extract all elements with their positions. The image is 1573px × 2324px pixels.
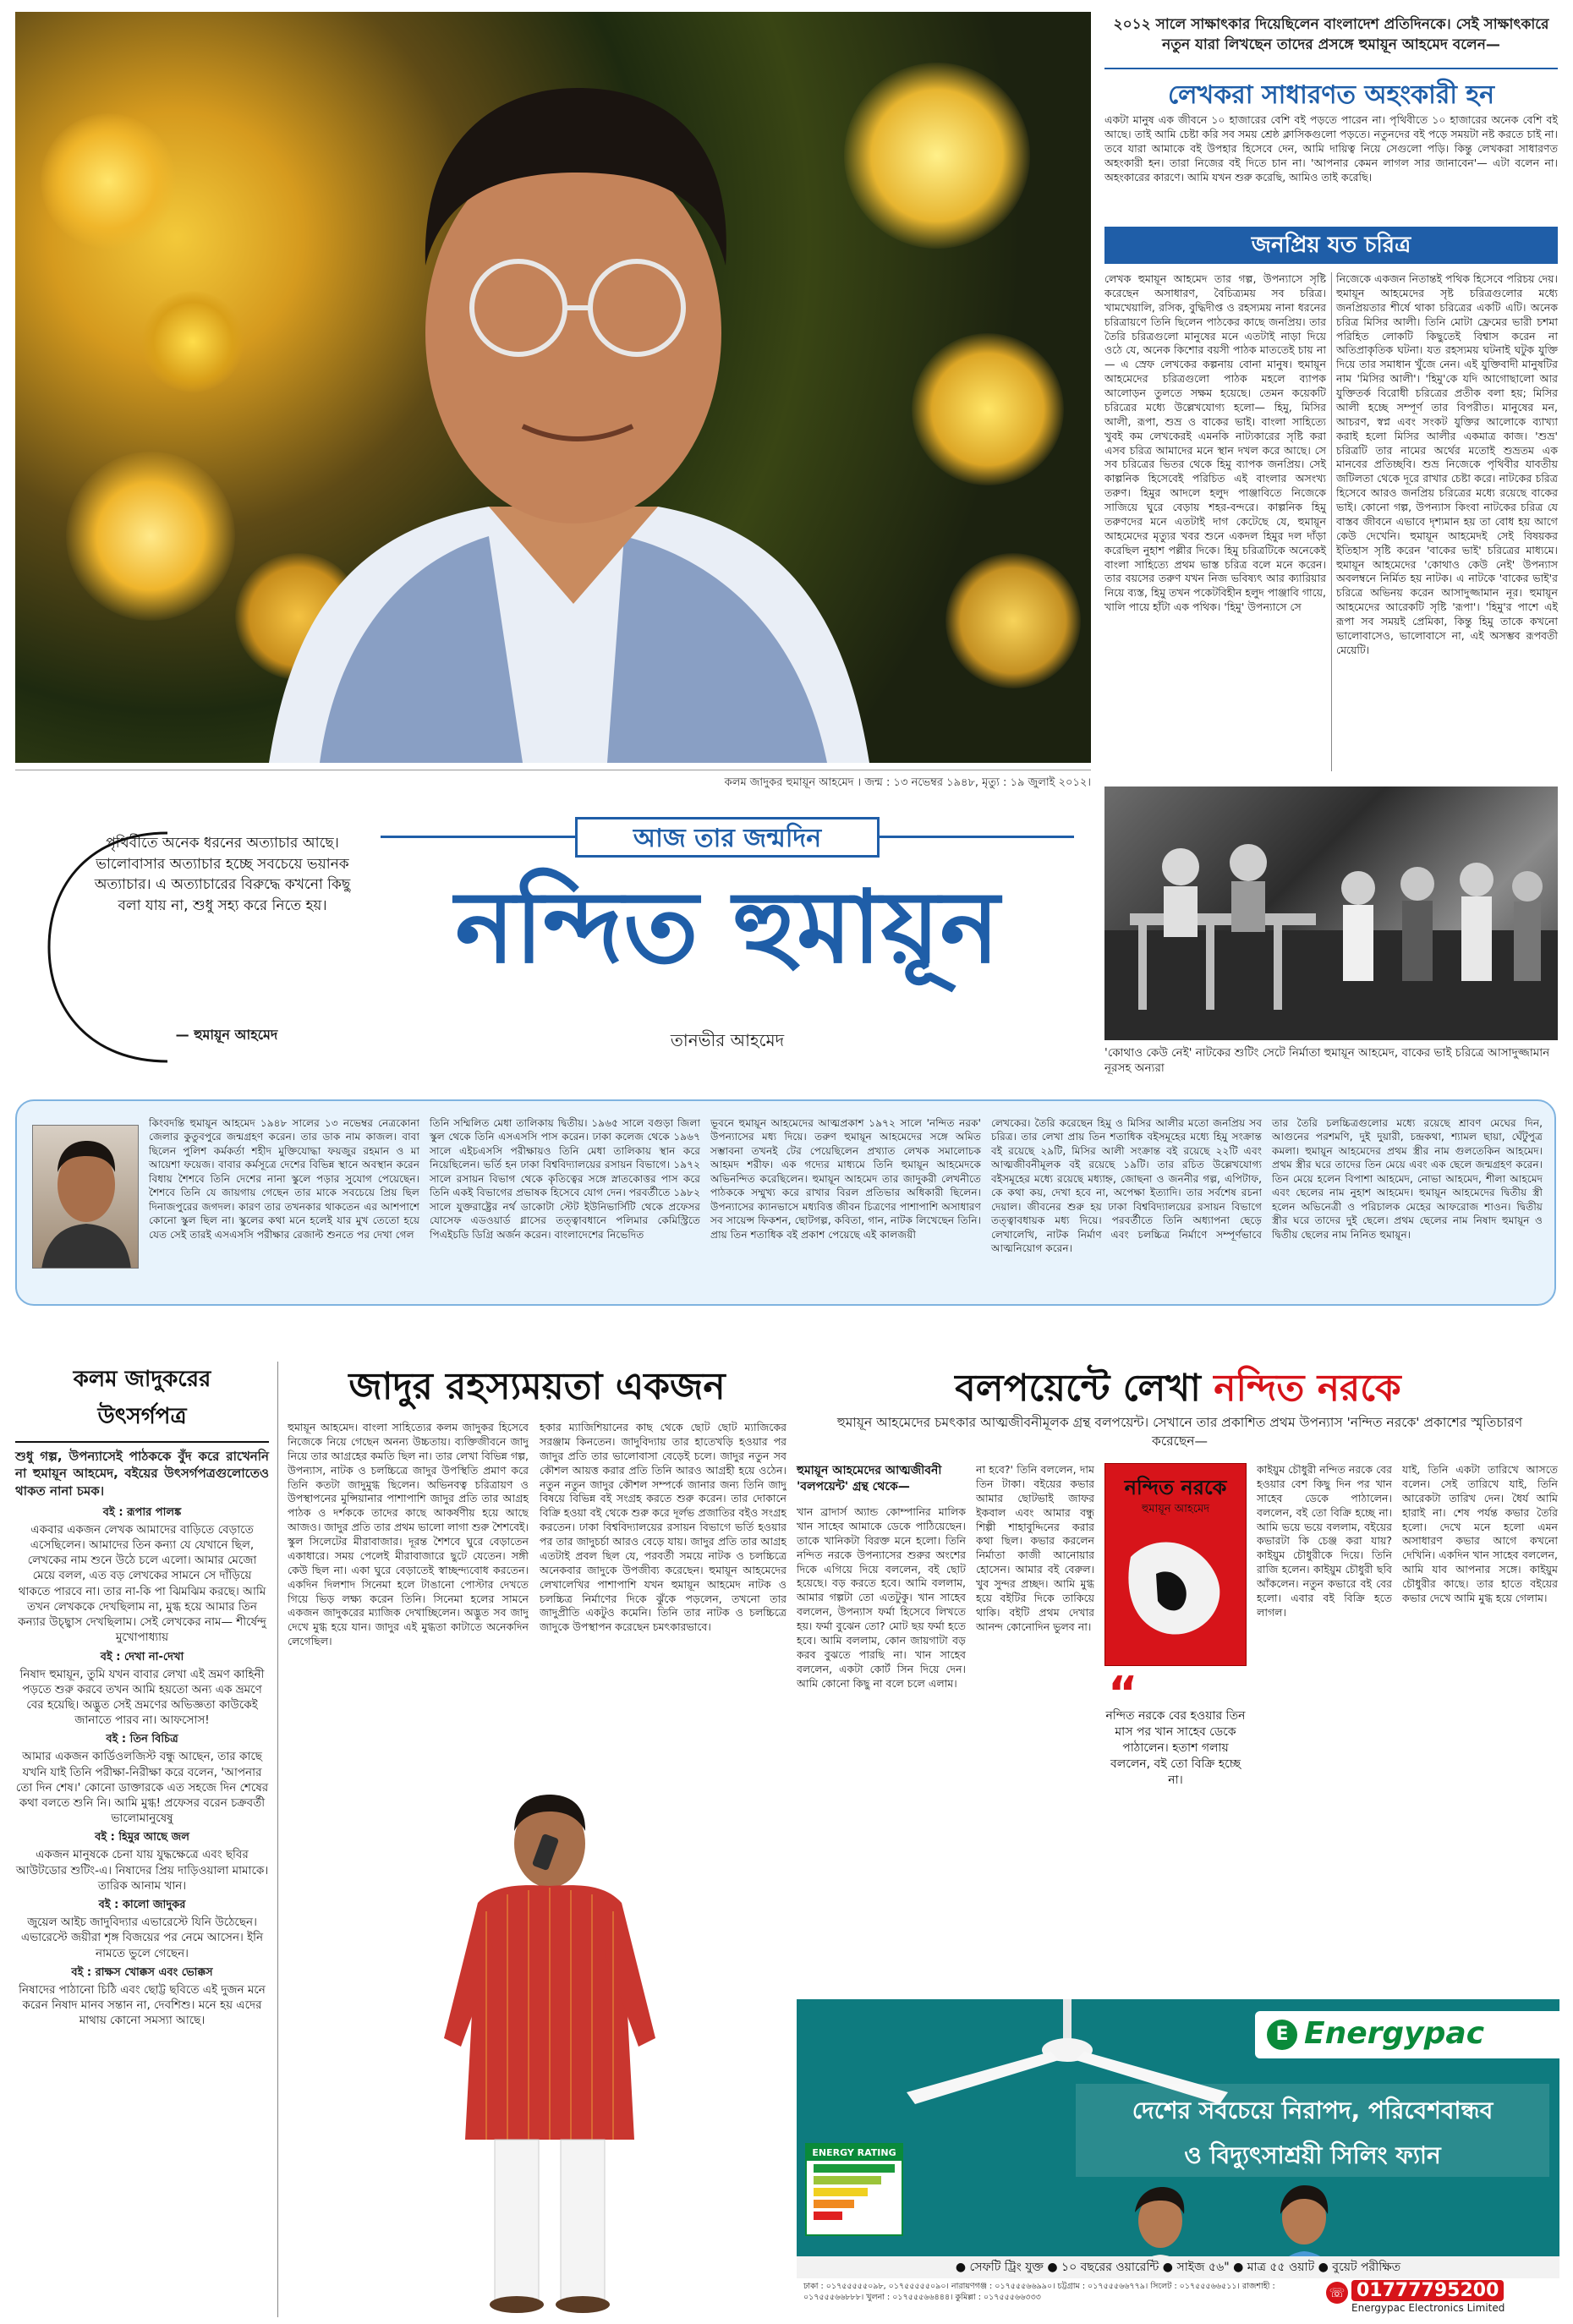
masthead-byline: তানভীর আহমেদ — [670, 1030, 785, 1050]
dedication-text: জুয়েল আইচ জাদুবিদ্যার এভারেস্টে যিনি উঠেছেন। এভারেস্টে জয়ীরা শৃঙ্গ বিজয়ের পর নেমে আসেন। ইনি নামতে ভুলে গেছেন। — [20, 1916, 264, 1960]
bio-col-3: ভূবনে হুমায়ূন আহমেদের আত্মপ্রকাশ ১৯৭২ সালে 'নন্দিত নরক' উপন্যাসের মধ্য দিয়ে। তরুণ হুমায়ূন আহমেদের সঙ্গে অমিত সম্ভাবনা তখনই টের পেয়েছিলেন প্রখ্যাত লেখক সমালোচক আহমদ শরীফ। এক গদ্যের মাধ্যমে তিনি হুমায়ূন আহমেদকে অভিনন্দিত করেছিলেন। হুমায়ূন আহমেদ তার জাদুকরী লেখনীতে পাঠককে সম্মুখ্য করে রাখার বিরল প্রতিভার অধিকারী ছিলেন। উপন্যাসের ক্যানভাসে মধ্যবিত্ত জীবন চিত্রণের পাশাপাশি অসাধারণ সব সায়েন্স ফিকশন, ছোটগল্প, কবিতা, গান, নাটক লিখেছেন তিনি। প্রায় তিন শতাধিক বই প্রকাশ পেয়েছে এই কালজয়ী — [710, 1117, 981, 1241]
dedication-item — [15, 1965, 269, 2029]
ad-brand: Energypac — [1304, 2016, 1485, 2051]
bio-col-5: তার তৈরি চলচ্চিত্রগুলোর মধ্যে রয়েছে শ্রাবণ মেঘের দিন, আগুনের পরশমণি, দুই দুয়ারী, চন্দ্রকথা, শ্যামল ছায়া, ঘেঁটুপুত্র কমলা। হুমায়ূন আহমেদের প্রথম স্ত্রীর নাম গুলতেকিন আহমেদ। প্রথম স্ত্রীর ঘরে তাদের তিন মেয়ে এবং এক ছেলে জন্মগ্রহণ করেন। তিন মেয়ে হলেন বিপাশা আহমেদ, নোভা আহমেদ, শীলা আহমেদ এবং ছেলের নাম নুহাশ আহমেদ। হুমায়ূন আহমেদের দ্বিতীয় স্ত্রী হলেন অভিনেত্রী ও পরিচালক মেহের আফরোজ শাওন। দ্বিতীয় স্ত্রীর ঘরে তাদের দুই ছেলে। প্রথম ছেলের নাম নিষাদ হুমায়ূন ও দ্বিতীয় ছেলের নাম নিনিত হুমায়ূন। — [1272, 1117, 1543, 1241]
dedication-text: একজন মানুষকে চেনা যায় যুদ্ধক্ষেত্রে এবং ছবির আউটডোর শুটিং-এ। নিষাদের প্রিয় দাড়িওয়ালা মামাকে। তারিক আনাম খান। — [15, 1848, 269, 1893]
dedication-text: একবার একজন লেখক আমাদের বাড়িতে বেড়াতে এসেছিলেন। আমাদের তিন কন্যা যে যেখানে ছিল, লেখকের নাম শুনে উঠে চলে এলো। আমার মেজো মেয়ে বলল, এত বড় লেখকের সামনে সে দাঁড়িয়ে থাকতে পারবে না। তার না-কি পা ঝিমঝিম করছে। আমি তখন লেখককে দেখছিলাম না, মুগ্ধ হয়ে আমার তিন কন্যার উচ্ছ্বাস দেখছিলাম। সেই লেখকের নাম— শীর্ষেন্দু মুখোপাধ্যায় — [18, 1522, 266, 1645]
book-cover-author: হুমায়ূন আহমেদ — [1141, 1503, 1210, 1516]
ad-contacts: ঢাকা : ০১৭৫৫৫৫৫০৯৮, ০১৭৫৫৫৫৫০৯০। নারায়ণগঞ্জ : ০১৭৫৫৫৬৬৯৯০। চট্টগ্রাম : ০১৭৫৫৫৬৬৭৭৯। সিলেট : ০১৭৫৫৫৬৬৫১১। রাজশাহী : ০১৭৫৫৫৬৬৮৮৮। খুলনা : ০১৭৫৫৫৬৬৪৪৪। কুমিল্লা : ০১৭৫৫৫৬৬৩৩৩ — [797, 2278, 1321, 2317]
shooting-photo — [1104, 787, 1558, 1040]
dedication-book: বই : রাক্ষস খোক্কস এবং ভোক্কস — [71, 1965, 213, 1979]
dedication-book: বই : দেখা না-দেখা — [100, 1650, 184, 1664]
interview-body: একটা মানুষ এক জীবনে ১০ হাজারের বেশি বই পড়তে পারেন না। পৃথিবীতে ১০ হাজারের অনেক বেশি বই আছে। তাই আমি চেষ্টা করি সব সময় শ্রেষ্ঠ ক্লাসিকগুলো পড়তে। নতুনদের বই পড়ে সময়টা নষ্ট করতে চাই না। তবে যারা আমাকে বই উপহার হিসেবে দেন, আমি দায়িত্ব নিয়ে সেগুলো পড়ি। কিন্তু লেখকরা সাধারণত অহংকারী হন। তারা নিজের বই দিতে চান না। 'আপনার কেমন লাগল সার জানাবেন'— এটা বলেন না। অহংকারের কারণে। আমি যখন শুরু করেছি, আমিও তাই করেছি। — [1104, 113, 1558, 184]
characters-col1: লেখক হুমায়ূন আহমেদ তার গল্প, উপন্যাসে সৃষ্টি করেছেন অসাধারণ, বৈচিত্র্যময় সব চরিত্র। খামখেয়ালি, রসিক, বুদ্ধিদীপ্ত ও রহস্যময় নানা ধরনের চরিত্রায়ণে তিনি ছিলেন পাঠকের কাছে জনপ্রিয়। তার তৈরি চরিত্রগুলো মানুষের মনে এতটাই নাড়া দিয়ে ওঠে যে, অনেক কিশোর বয়সী পাঠক মাততেই চায় না— এ স্রেফ লেখকের কল্পনায় বোনা মানুষ। হুমায়ূন আহমেদের চরিত্রগুলো পাঠক মহলে ব্যাপক আলোড়ন তুলতে সক্ষম হয়েছে। তেমন কয়েকটি চরিত্রের মধ্যে উল্লেখযোগ্য হলো— হিমু, মিসির আলী, রূপা, শুভ্র ও বাকের ভাই। বাংলা সাহিত্যে খুবই কম লেখকেরই এমনকি নাট্যকারের সৃষ্টি করা এসব চরিত্র আমাদের মনে স্থান দখল করে আছে। সে সব চরিত্রের ভিতর থেকে হিমু ব্যাপক জনপ্রিয়। সেই কাল্পনিক হিসেবেই পরিচিত এই বাংলার অসংখ্য তরুণ। হিমুর আদলে হলুদ পাঞ্জাবিতে নিজেকে সাজিয়ে ঘুরে বেড়ায় শহর-বন্দরে। কাল্পনিক হিমু তরুণদের মনে এতটাই দাগ কেটেছে যে, হুমায়ূন আহমেদের মৃত্যুর খবর শুনে একদল হিমুর দল দাঁড়া করেছিল নুহাশ পল্লীর দিকে। হিমু চরিত্রটিকে অনেকেই বাংলা সাহিত্যে প্রথম ভাস্ত চরিত্র বলে মনে করেন। তার বয়সের তরুণ যখন নিজ ভবিষ্যৎ আর ক্যারিয়ার নিয়ে ব্যস্ত, হিমু তখন পকেটবিহীন হলুদ পাঞ্জাবি গায়ে, খালি পায়ে হাঁটা এক পথিক। 'হিমু' উপন্যাসে সে — [1104, 272, 1326, 614]
bio-box — [15, 1099, 1556, 1306]
photo-caption: কলম জাদুকর হুমায়ূন আহমেদ । জন্ম : ১৩ নভেম্বর ১৯৪৮, মৃত্যু : ১৯ জুলাই ২০১২। — [724, 776, 1091, 789]
book-cover-art — [1105, 1523, 1246, 1658]
ad-headline-box — [1076, 2084, 1549, 2177]
dedication-book: বই : কালো জাদুকর — [98, 1899, 186, 1912]
shooting-photo-caption: 'কোথাও কেউ নেই' নাটকের শুটিং সেটে নির্মাতা হুমায়ূন আহমেদ, বাকের ভাই চরিত্রে আসাদুজ্জামান নূরসহ অন্যরা — [1104, 1046, 1550, 1076]
shooting-illustration — [1104, 787, 1558, 1040]
ad-features: ● সেফটি ট্রিং যুক্ত ● ১০ বছরের ওয়ারেন্টি ● সাইজ ৫৬" ● মাত্র ৫৫ ওয়াট ● বুয়েট পরীক্ষিত — [797, 2256, 1559, 2278]
rating-bar-5 — [814, 2212, 842, 2220]
rating-bar-4 — [814, 2200, 854, 2208]
dedication-book: বই : তিন বিচিত্র — [106, 1733, 178, 1746]
rating-bar-2 — [814, 2176, 881, 2184]
energypac-ad — [797, 1999, 1559, 2317]
dedications-section — [15, 1362, 269, 2317]
dedications-list — [15, 1505, 269, 2029]
dedications-rule — [15, 1441, 269, 1443]
portrait-illustration — [15, 12, 1091, 763]
ad-headline-2: ও বিদ্যুৎসাশ্রয়ী সিলিং ফ্যান — [1184, 2141, 1441, 2169]
energy-rating-badge — [805, 2143, 903, 2236]
quote-text: পৃথিবীতে অনেক ধরনের অত্যাচার আছে। ভালোবাসার অত্যাচার হচ্ছে সবচেয়ে ভয়ানক অত্যাচার। এ অত্যাচারের বিরুদ্ধে কখনো কিছু বলা যায় না, শুধু সহ্য করে নিতে হয়। — [94, 835, 351, 914]
energy-rating-label: ENERGY RATING — [807, 2145, 902, 2161]
masthead-title: নন্দিত হুমায়ূন — [455, 869, 1000, 985]
dedication-text: নিষাদের পাঠানো চিঠি এবং ছোট্ট ছবিতে এই দুজন মনে করেন নিষাদ মানব সন্তান না, দেবশিশু। মনে হয় এদের মাথায় কোনো সমস্যা আছে। — [19, 1982, 266, 2028]
masthead-kicker: আজ তার জন্মদিন — [575, 817, 880, 858]
ballpoint-pull-quote: নন্দিত নরকে বের হওয়ার তিন মাস পর খান সাহেব ডেকে পাঠালেন। হতাশ গলায় বললেন, বই তো বিক্রি হচ্ছে না। — [1105, 1709, 1246, 1787]
dedication-item — [15, 1829, 269, 1894]
dedication-item — [15, 1731, 269, 1826]
bio-portrait-illustration — [33, 1126, 139, 1269]
characters-col2: নিজেকে একজন নিতান্তই পথিক হিসেবে পরিচয় দেয়। হুমায়ূন আহমেদের সৃষ্ট চরিত্রগুলোর মধ্যে জনপ্রিয়তার শীর্ষে থাকা চরিত্রের একটি এটি। অনেক চরিত্র মিসির আলী। তিনি মোটা ফ্রেমের ভারী চশমা পরিহিত লোকটি কিছুতেই বিশ্বাস করেন না অতিপ্রাকৃতিক ঘটনা। যত রহস্যময় ঘটনাই ঘটুক যুক্তি দিয়ে তার সমাধান খুঁজে নেন। এই যুক্তিবাদী মানুষটির নাম 'মিসির আলী'। 'হিমু'কে যদি আগোছালো আর যুক্তিতর্ক বিরোধী চরিত্রের প্রতীক বলা হয়; মিসির আলী হচ্ছে সম্পূর্ণ তার বিপরীত। মানুষের মন, আচরণ, স্বপ্ন এবং সংকট যুক্তির আলোকে ব্যাখ্যা করাই হলো মিসির আলীর একমাত্র কাজ। 'শুভ্র' চরিত্রটি তার নামের অর্থের মতোই শুভ্রতম এক মানবের প্রতিচ্ছবি। শুভ্র নিজেকে পৃথিবীর যাবতীয় জটিলতা থেকে দূরে রাখার চেষ্টা করে। নাটকের চরিত্র হিসেবে আরও জনপ্রিয় চরিত্রের মধ্যে রয়েছে বাকের ভাই। কোনো গল্প, উপন্যাস কিংবা নাটকের চরিত্র যে বাস্তব জীবনে এভাবে দৃশ্যমান হয় তা বোধ হয় আগে কেউ দেখেনি। হুমায়ূন আহমেদই সেই বিষয়কর ইতিহাস সৃষ্টি করেন 'বাকের ভাই' চরিত্রের মাধ্যমে। হুমায়ূন আহমেদের 'কোথাও কেউ নেই' উপন্যাস অবলম্বনে নির্মিত হয় নাটক। এ নাটকে 'বাকের ভাই'র চরিত্রে অভিনয় করেন আসাদুজ্জামান নূর। হুমায়ূন আহমেদের আরেকটি সৃষ্টি 'রূপা'। 'হিমু'র পাশে এই রূপা সব সময়ই প্রেমিকা, কিন্তু হিমু তাকে কখনো ভালোবাসেও, ভালোবাসে না, এই অসম্ভব রূপবতী মেয়েটি। — [1336, 272, 1558, 656]
hero-photo — [15, 12, 1091, 763]
phone-icon: ☏ — [1326, 2282, 1348, 2304]
magic-col1: হুমায়ূন আহমেদ। বাংলা সাহিত্যের কলম জাদুকর হিসেবে নিজেকে নিয়ে গেছেন অনন্য উচ্চতায়। ব্যক্তিজীবনে জাদু নিয়ে তার আগ্রহের কমতি ছিল না। তার লেখা বিভিন্ন গল্প, উপন্যাস, নাটক ও চলচ্চিত্রে জাদুর উপস্থিতি প্রমাণ করে তিনি কতটা জাদুমুগ্ধ ছিলেন। অভিনবত্ব চরিত্রায়ণ ও উপস্থাপনের মুন্সিয়ানার পাশাপাশি জাদুর প্রতি তার আগ্রহ পাঠক ও দর্শককে তাদের কাছে আকর্ষণীয় হয়ে আছে আজও। জাদুর প্রতি তার প্রথম ভালো লাগা শুরু শৈশবেই। স্কুল সিলেটের মীরাবাজার। দূরন্ত শৈশবে ঘুরে বেড়াতেন একাধারে। সময় পেলেই মীরাবাজারে ছুটে যেতেন। সঙ্গী কেউ ছিল না। একা ঘুরে বেড়াতেই স্বাচ্ছন্দ্যবোধ করতেন। একদিন দিলশাদ সিনেমা হলে টাঙানো পোস্টার দেখতে গিয়ে ভিড় লক্ষ্য করেন তিনি। সিনেমা হলের সামনে একজন জাদুকরের ম্যাজিক দেখাচ্ছিলেন। অদ্ভুত সব জাদু দেখে মুগ্ধ হয়ে যান। জাদুর এই মুগ্ধতা কাটাতে অনেকদিন লেগেছিল। — [288, 1421, 529, 1648]
column-divider-a — [277, 1362, 278, 2317]
dedication-book: বই : হিমুর আছে জল — [95, 1831, 189, 1844]
magic-col2: হকার ম্যাজিশিয়ানের কাছ থেকে ছোট ছোট ম্যাজিকের সরঞ্জাম কিনতেন। জাদুবিদ্যায় তার হাতেখড়ি হওয়ার পর জাদুর প্রতি তার ভালোবাসা বেড়েই চলে। জাদুর নতুন সব কৌশল আয়ত্ত করার প্রতি তিনি আরও আগ্রহী হয়ে ওঠেন। নতুন নতুন জাদুর কৌশল সম্পর্কে জানার জন্য তিনি জাদু বিষয়ে বিভিন্ন বই সংগ্রহ করতে শুরু করেন। তার দোকানে বিক্রি হওয়া বই থেকে শুরু করে দূর্লভ প্রজাতির বইও সংগ্রহ করতেন। ঢাকা বিশ্ববিদ্যালয়ের রসায়ন বিভাগে ভর্তি হওয়ার পর তার জাদুচর্চা আরও বেড়ে যায়। জাদুর প্রতি তার আগ্রহ এতটাই প্রবল ছিল যে, পরবর্তী সময়ে নাটক ও চলচ্চিত্রে অনেকবার জাদুকে উপজীব্য করেছেন। হুমায়ূন আহমেদের লেখালেখির পাশাপাশি যখন হুমায়ূন আহমেদ নাটক ও চলচ্চিত্র নির্মাণের দিকে ঝুঁকে পড়লেন, তখনো তার জাদুপ্রীতি একটুও কমেনি। তিনি তার নাটক ও চলচ্চিত্রে জাদুকে উপস্থাপন করেছেন চমৎকারভাবে। — [540, 1421, 786, 1634]
ad-company: Energypac Electronics Limited — [1351, 2302, 1505, 2314]
ballpoint-col4: যাই, তিনি একটা তারিখে আসতে বলেন। সেই তারিখে যাই, তিনি আরেকটা তারিখ দেন। ধৈর্য আমি হারাই না। শেষ পর্যন্ত কভার তৈরি হলো। দেখে মনে হলো এমন অসাধারণ কভার আগে কখনো দেখিনি। একদিন খান সাহেব বললেন, আমি যাব আপনার সঙ্গে। কাইয়ুম চৌধুরীর কাছে। তার হাতে বইয়ের কভার দেখে আমি মুগ্ধ হয়ে গেলাম। — [1402, 1463, 1558, 1604]
dedications-title-1: কলম জাদুকরের — [73, 1367, 211, 1392]
interview-rule — [1104, 68, 1558, 69]
energypac-logo-icon: E — [1267, 2020, 1297, 2050]
dedication-item — [15, 1505, 269, 1646]
rating-bar-1 — [814, 2164, 895, 2173]
interview-intro: ২০১২ সালে সাক্ষাৎকার দিয়েছিলেন বাংলাদেশ প্রতিদিনকে। সেই সাক্ষাৎকারে নতুন যারা লিখছেন তাদের প্রসঙ্গে হুমায়ূন আহমেদ বলেন— — [1113, 16, 1549, 53]
quote-block — [41, 825, 354, 1070]
bio-col-1: কিংবদন্তি হুমায়ূন আহমেদ ১৯৪৮ সালের ১৩ নভেম্বর নেত্রকোনা জেলার কুতুবপুরে জন্মগ্রহণ করেন। তার ডাক নাম কাজল। বাবা ছিলেন পুলিশ কর্মকর্তা শহীদ মুক্তিযোদ্ধা ফয়জুর রহমান ও মা আয়েশা ফয়েজ। বাবার কর্মসূত্রে দেশের বিভিন্ন স্থানে অবস্থান করেন বিধায় শৈশবে তিনি দেশের নানা স্কুলে পড়ার সুযোগ পেয়েছেন। শৈশবে তিনি যে জায়গায় গেছেন তার মাকে সবচেয়ে প্রিয় ছিল দিনাজপুরের জগদল। কারণ তার তখনকার থাকতেন এর আশপাশে কোনো স্কুল ছিল না। স্কুলের কথা মনে হলেই যার মুখ তেতো হয়ে যেত সেই তারই এসএসসি পরীক্ষার রেজাল্ট শুনতে পর দেখা গেল — [149, 1117, 419, 1241]
ad-headline-1: দেশের সবচেয়ে নিরাপদ, পরিবেশবান্ধব — [1132, 2097, 1494, 2124]
magician-photo — [427, 1784, 672, 2317]
dedication-item — [15, 1897, 269, 1961]
rating-bar-3 — [814, 2188, 868, 2196]
masthead — [381, 810, 1074, 1072]
dedication-book: বই : রূপার পালঙ্ক — [102, 1505, 182, 1519]
ballpoint-box-title: হুমায়ূন আহমেদের আত্মজীবনী 'বলপয়েন্ট' গ্রন্থ থেকে— — [797, 1464, 942, 1494]
bio-portrait — [32, 1125, 139, 1269]
bio-col-4: লেখকের। তৈরি করেছেন হিমু ও মিসির আলীর মতো জনপ্রিয় সব চরিত্র। তার লেখা প্রায় তিন শতাধিক বইসমূহের মধ্যে হিমু সংক্রান্ত বই রয়েছে ২৯টি, মিসির আলী সংক্রান্ত বই রয়েছে ২২টি এবং আত্মজীবনীমূলক বই রয়েছে ১৯টি। তার রচিত উল্লেখযোগ্য বইসমূহের মধ্যে রয়েছে মধ্যাহ্ন, জোছনা ও জননীর গল্প, এপিটাফ, কে কথা কয়, দেখা হবে না, অপেক্ষা ইত্যাদি। তার সর্বশেষ রচনা দেয়াল। জীবনের শুরু হয় ঢাকা বিশ্ববিদ্যালয়ের রসায়ন বিভাগে তত্ত্বাবধায়ক মধ্য দিয়ে। পরবর্তীতে তিনি অধ্যাপনা ছেড়ে লেখালেখি, নাটক নির্মাণ এবং চলচ্চিত্র নির্মাণে সম্পূর্ণভাবে আত্মনিয়োগ করেন। — [991, 1117, 1262, 1255]
ballpoint-col1: খান ব্রাদার্স অ্যান্ড কোম্পানির মালিক খান সাহেব আমাকে ডেকে পাঠিয়েছেন। তাকে খানিকটা বিরক্ত মনে হলো। তিনি নন্দিত নরকে উপন্যাসের শুরুর অংশের দিকে এগিয়ে দিয়ে বললেন, বই ছোট হয়েছে। বড় করতে হবে। আমি বললাম, আমার গল্পটা তো এতটুকু। খান সাহেব বললেন, উপন্যাস ফর্মা হিসেবে লিখতে হয়। ফর্মা বুঝেন তো? মোট ছয় ফর্মা হতে হবে। আমি বললাম, কোন জায়গাটা বড় করব বুঝতে পারছি না। খান সাহেব বললেন, একটা কোর্ট সিন দিয়ে দেন। আমি কোনো কিছু না বলে চলে এলাম। — [797, 1505, 966, 1690]
ballpoint-title — [797, 1360, 1559, 1422]
dedications-intro: শুধু গল্প, উপন্যাসেই পাঠককে বুঁদ করে রাখেননি না হুমায়ূন আহমেদ, বইয়ের উৎসর্গপত্রগুলোতেও থাকত নানা চমক। — [15, 1449, 269, 1499]
ad-phone-box — [1321, 2278, 1559, 2317]
magician-illustration — [427, 1784, 672, 2317]
dedication-text: নিষাদ হুমায়ূন, তুমি যখন বাবার লেখা এই ভ্রমণ কাহিনী পড়তে শুরু করবে তখন আমি হয়তো অন্য এক ভ্রমণে বের হয়েছি। অদ্ভুত সেই ভ্রমণের অভিজ্ঞতা কাউকেই জানাতে পারব না। আফসোস! — [19, 1667, 265, 1728]
dedications-title-2: উৎসর্গপত্র — [97, 1404, 187, 1429]
quote-author: — হুমায়ূন আহমেদ — [175, 1027, 278, 1043]
book-cover — [1104, 1463, 1247, 1666]
ballpoint-intro: হুমায়ূন আহমেদের চমৎকার আত্মজীবনীমূলক গ্রন্থ বলপয়েন্ট। সেখানে তার প্রকাশিত প্রথম উপন্যাস 'নন্দিত নরকে' প্রকাশের স্মৃতিচারণ করেছেন— — [836, 1415, 1523, 1449]
quote-mark-icon: “ — [1108, 1667, 1138, 1720]
magic-title: জাদুর রহস্যময়তা একজন — [348, 1365, 726, 1408]
book-cover-title: নন্দিত নরকে — [1124, 1476, 1227, 1499]
bio-col-2: তিনি সম্মিলিত মেধা তালিকায় দ্বিতীয়। ১৯৬৫ সালে বগুড়া জিলা স্কুল থেকে তিনি এসএসসি পাস করেন। ঢাকা কলেজ থেকে ১৯৬৭ সালে এইচএসসি পরীক্ষায়ও তিনি মেধা তালিকায় স্থান করে নিয়েছিলেন। ভর্তি হন ঢাকা বিশ্ববিদ্যালয়ের রসায়ন বিভাগে। ১৯৭২ সালে রসায়ন বিভাগ থেকে কৃতিত্বের সঙ্গে স্নাতকোত্তর পাস করে তিনি একই বিভাগের প্রভাষক হিসেবে যোগ দেন। পরবর্তীতে ১৯৮২ সালে যুক্তরাষ্ট্রের নর্থ ডাকোটা স্টেট ইউনিভার্সিটি থেকে প্রফেসর যোসেফ এডওয়ার্ড গ্লাসের তত্ত্বাবধানে পলিমার কেমিস্ট্রিতে পিএইচডি ডিগ্রি অর্জন করেন। বাংলাদেশের নিভেদিত — [430, 1117, 700, 1241]
ballpoint-title-black: বলপয়েন্টে লেখা — [955, 1367, 1201, 1410]
ad-phone: 01777795200 — [1351, 2280, 1504, 2301]
characters-divider — [1331, 272, 1332, 771]
ballpoint-col2: না হবে?' তিনি বললেন, দাম তিন টাকা। বইয়ের কভার আমার ছোটভাই জাফর ইকবাল এবং আমার বন্ধু শিল্পী শাহাবুদ্দিনের করার কথা ছিল। কভার করলেন নির্মাতা কাজী আনোয়ার হোসেন। আমার বই বেরুল। খুব সুন্দর প্রচ্ছদ। আমি মুগ্ধ হয়ে বইটির দিকে তাকিয়ে থাকি। বইটি প্রথম দেখার আনন্দ কোনোদিন ভুলব না। — [976, 1463, 1094, 1633]
dedication-item — [15, 1649, 269, 1729]
characters-title: জনপ্রিয় যত চরিত্র — [1104, 227, 1558, 264]
dedication-text: আমার একজন কার্ডিওলজিস্ট বন্ধু আছেন, তার কাছে যখনি যাই তিনি পরীক্ষা-নিরীক্ষা করে বলেন, 'আপনার তো দিন শেষ।' কোনো ডাক্তারকে এত সহজে দিন শেষের কথা বলতে শুনি নি। আমি মুগ্ধ! প্রফেসর বরেন চক্রবর্তী ভালোমানুষেষু — [15, 1750, 269, 1826]
interview-title: লেখকরা সাধারণত অহংকারী হন — [1167, 80, 1495, 110]
ad-brand-bar — [1255, 2011, 1559, 2058]
ballpoint-title-red: নন্দিত নরকে — [1214, 1367, 1401, 1410]
ballpoint-col3: কাইয়ুম চৌধুরী নন্দিত নরকে বের হওয়ার বেশ কিছু দিন পর খান সাহেব ডেকে পাঠালেন। বললেন, বই তো বিক্রি হচ্ছে না। আমি ভয়ে ভয়ে বললাম, বইয়ের কভারটা কি চেঞ্জ করা যায়? কাইয়ুম চৌধুরীকে দিয়ে। তিনি রাজি হলেন। কাইয়ুম চৌধুরী ছবি আঁকলেন। নতুন কভারে বই বের হলো। এবার বই বিক্রি হতে লাগল। — [1257, 1463, 1392, 1619]
